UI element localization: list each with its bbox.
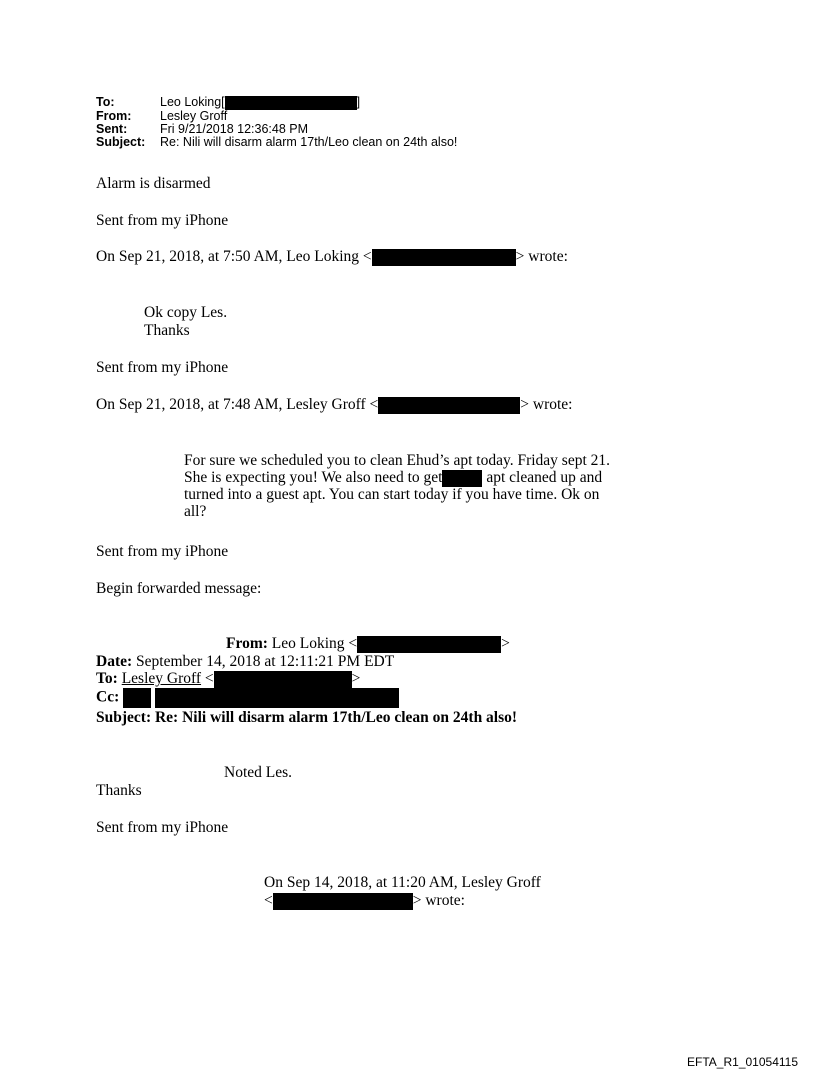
message-line-3: turned into a guest apt. You can start today if you have time. Ok on (184, 486, 600, 503)
header-to-row (96, 96, 457, 110)
fwd-subject-label: Subject: (96, 709, 152, 726)
sent-from-iphone: Sent from my iPhone (96, 359, 229, 376)
fwd-to-close: > (351, 670, 361, 687)
fwd-subject-value: Re: Nili will disarm alarm 17th/Leo clean on 24th also! (151, 709, 518, 726)
sent-label: Sent: (96, 122, 128, 136)
fwd-subject-row (96, 709, 517, 726)
fwd-date-value: September 14, 2018 at 12:11:21 PM EDT (132, 653, 395, 670)
sent-from-iphone: Sent from my iPhone (96, 819, 229, 836)
fwd-date-row (96, 653, 394, 670)
from-label: From: (96, 109, 132, 123)
redaction-box (378, 397, 520, 414)
quote-suffix: > wrote: (412, 892, 465, 909)
quote-line-3: On Sep 14, 2018, at 11:20 AM, Lesley Groff (264, 874, 541, 891)
fwd-cc-label: Cc: (96, 688, 120, 706)
fwd-to-open: < (201, 670, 214, 687)
redaction-box (123, 688, 151, 708)
bates-number: EFTA_R1_01054115 (687, 1055, 798, 1069)
from-value: Lesley Groff (160, 109, 228, 123)
subject-label: Subject: (96, 135, 146, 149)
header-subject-row (96, 136, 457, 149)
to-label: To: (96, 95, 115, 109)
redaction-box (155, 688, 399, 708)
fwd-to-label: To: (96, 670, 118, 687)
to-value: Leo Loking[ (160, 95, 225, 109)
to-close: ] (356, 95, 361, 109)
reply-line-2: Thanks (144, 322, 190, 339)
redaction-box (442, 470, 482, 487)
subject-value: Re: Nili will disarm alarm 17th/Leo clean on 24th also! (160, 135, 458, 149)
fwd-date-label: Date: (96, 653, 133, 670)
sent-value: Fri 9/21/2018 12:36:48 PM (160, 122, 309, 136)
quote-open: < (264, 892, 273, 909)
quote-suffix: > wrote: (520, 396, 573, 413)
redaction-box (372, 249, 516, 266)
fwd-to-row (96, 670, 360, 688)
fwd-to-name: Lesley Groff (121, 670, 202, 687)
sent-from-iphone: Sent from my iPhone (96, 543, 229, 560)
noted-line: Noted Les. (224, 764, 293, 781)
quote-line-1 (96, 248, 568, 266)
quote-line-3b (264, 892, 465, 910)
fwd-from-value: Leo Loking < (267, 635, 358, 652)
message-line-1: For sure we scheduled you to clean Ehud’s apt today. Friday sept 21. (184, 452, 611, 469)
fwd-from-close: > (501, 635, 510, 652)
fwd-from-row (226, 635, 510, 653)
fwd-from-label: From: (226, 635, 268, 652)
quote-prefix: On Sep 21, 2018, at 7:48 AM, Lesley Groff < (96, 396, 379, 413)
message-line-2 (184, 469, 602, 487)
redaction-box (225, 96, 357, 110)
redaction-box (357, 636, 501, 653)
reply-line-1: Ok copy Les. (144, 304, 228, 321)
message-line-2-start: She is expecting you! We also need to get (184, 469, 443, 486)
sent-from-iphone: Sent from my iPhone (96, 212, 229, 229)
thanks-line: Thanks (96, 782, 142, 799)
quote-prefix: On Sep 21, 2018, at 7:50 AM, Leo Loking < (96, 248, 372, 265)
email-header (96, 96, 457, 149)
body-line-alarm: Alarm is disarmed (96, 175, 211, 192)
quote-suffix: > wrote: (515, 248, 568, 265)
redaction-box (273, 893, 413, 910)
quote-line-2 (96, 396, 572, 414)
message-line-2-end: apt cleaned up and (486, 469, 603, 486)
begin-forwarded: Begin forwarded message: (96, 580, 262, 597)
redaction-box (214, 671, 352, 688)
fwd-cc-row (96, 688, 399, 708)
message-line-4: all? (184, 503, 207, 520)
